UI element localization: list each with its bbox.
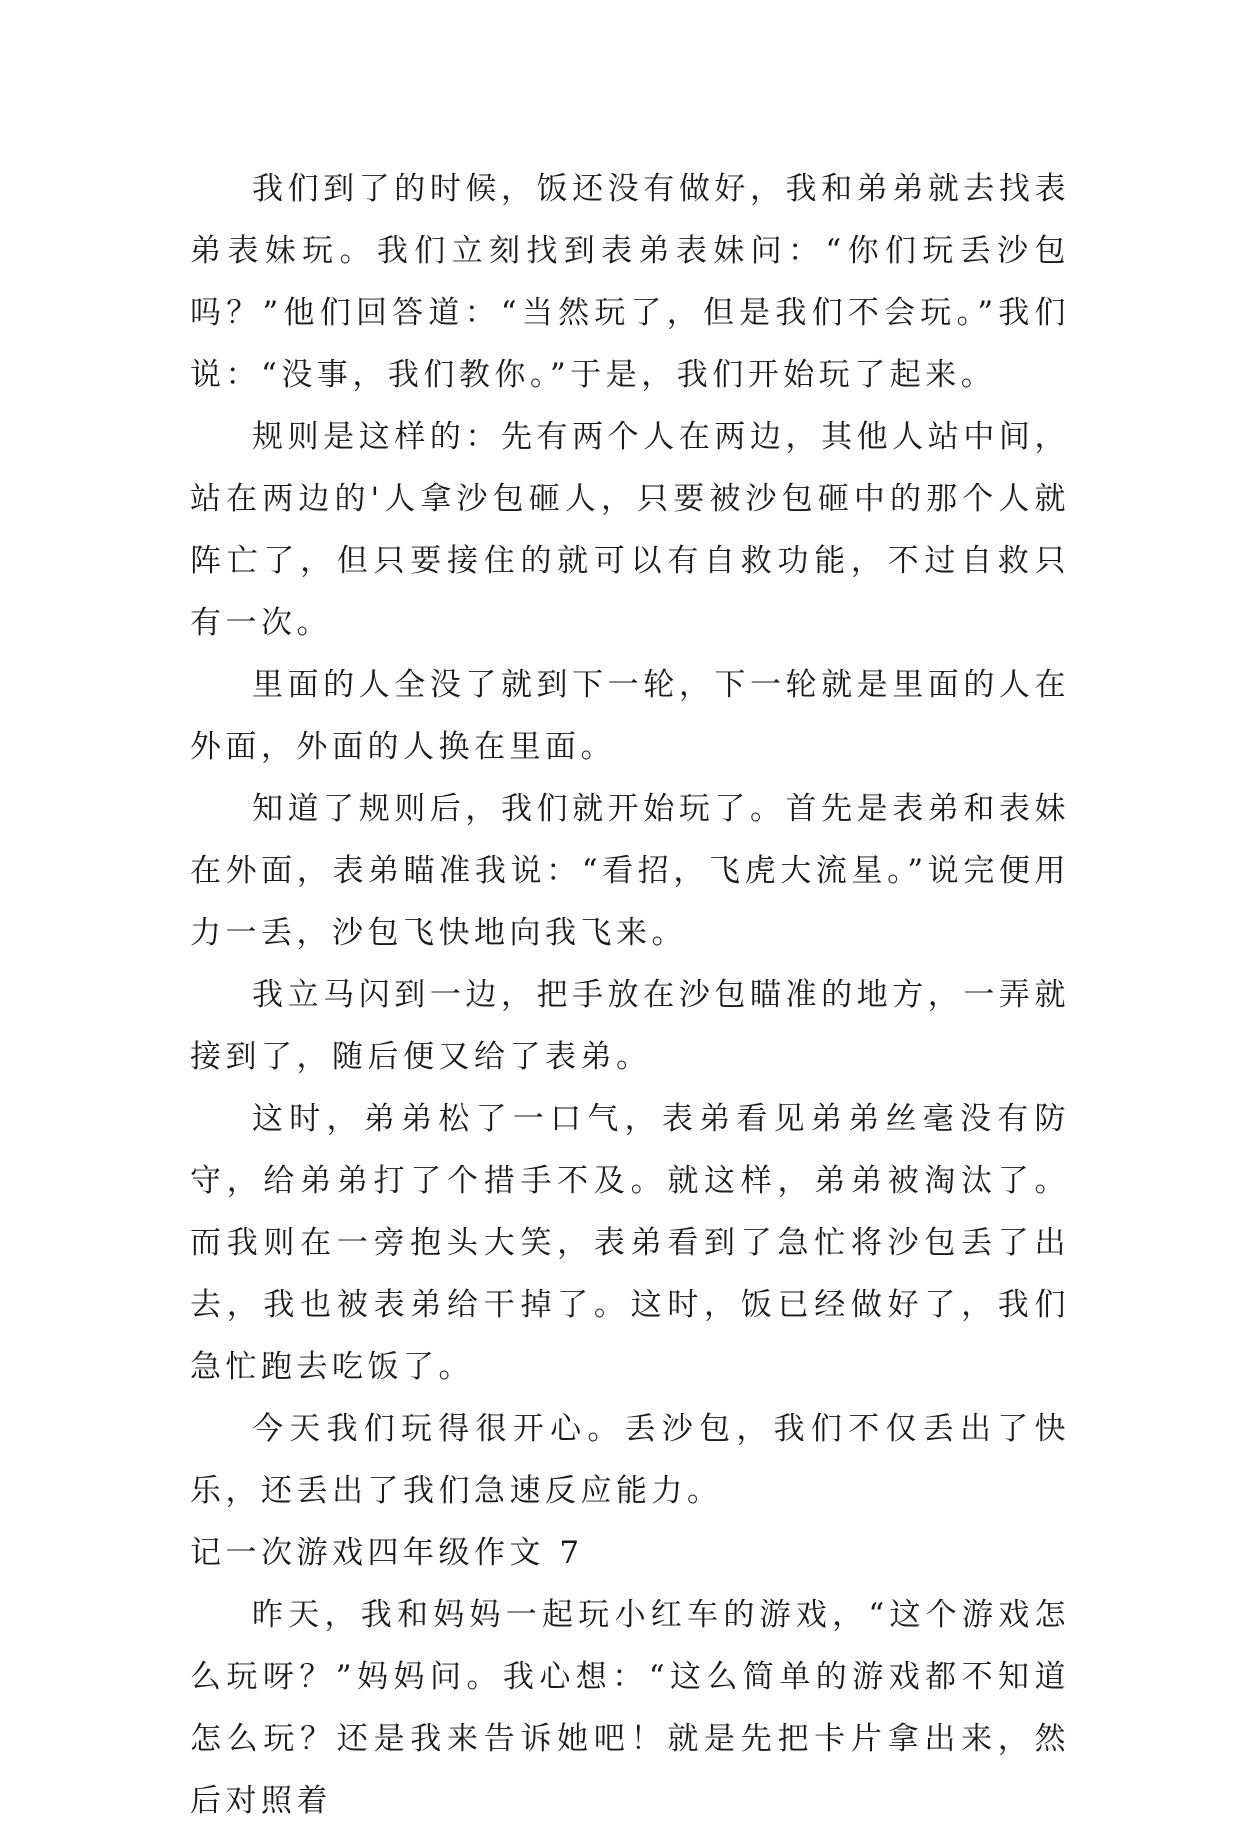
paragraph-5: 我立马闪到一边，把手放在沙包瞄准的地方，一弄就接到了，随后便又给了表弟。 [190, 977, 1070, 1075]
paragraph-6: 这时，弟弟松了一口气，表弟看见弟弟丝毫没有防守，给弟弟打了个措手不及。就这样，弟弟被淘汰了。而我则在一旁抱头大笑，表弟看到了急忙将沙包丢了出去，我也被表弟给干掉了。这时，饭已经做好了，我们急忙跑去吃饭了。 [190, 1101, 1070, 1385]
paragraph-7: 今天我们玩得很开心。丢沙包，我们不仅丢出了快乐，还丢出了我们急速反应能力。 [190, 1411, 1070, 1509]
paragraph-2: 规则是这样的：先有两个人在两边，其他人站中间，站在两边的'人拿沙包砸人，只要被沙包砸中的那个人就阵亡了，但只要接住的就可以有自救功能，不过自救只有一次。 [190, 419, 1070, 641]
document-body [190, 158, 1070, 1832]
paragraph-1: 我们到了的时候，饭还没有做好，我和弟弟就去找表弟表妹玩。我们立刻找到表弟表妹问：“你们玩丢沙包吗？”他们回答道：“当然玩了，但是我们不会玩。”我们说：“没事，我们教你。”于是，我们开始玩了起来。 [190, 171, 1070, 393]
section-title: 记一次游戏四年级作文 7 [190, 1535, 584, 1571]
paragraph-3: 里面的人全没了就到下一轮，下一轮就是里面的人在外面，外面的人换在里面。 [190, 667, 1070, 765]
paragraph-8: 昨天，我和妈妈一起玩小红车的游戏，“这个游戏怎么玩呀？”妈妈问。我心想：“这么简单的游戏都不知道怎么玩？还是我来告诉她吧！就是先把卡片拿出来，然后对照着 [190, 1597, 1070, 1819]
paragraph-4: 知道了规则后，我们就开始玩了。首先是表弟和表妹在外面，表弟瞄准我说：“看招，飞虎大流星。”说完便用力一丢，沙包飞快地向我飞来。 [190, 791, 1070, 951]
